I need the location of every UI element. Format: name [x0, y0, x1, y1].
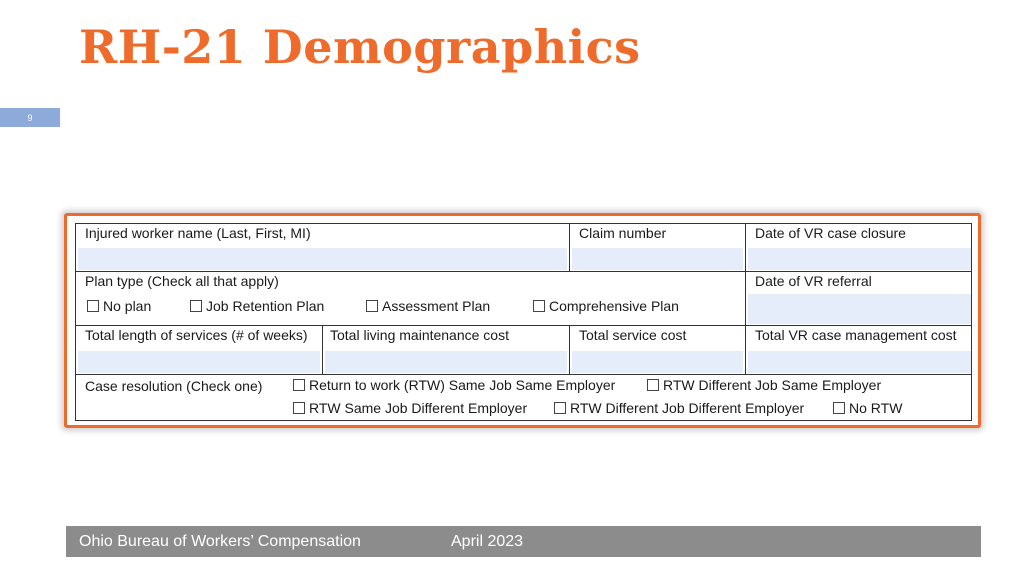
length-of-services-label: Total length of services (# of weeks) — [85, 327, 308, 343]
worker-name-label: Injured worker name (Last, First, MI) — [85, 225, 311, 241]
form-row-case-resolution — [76, 375, 971, 422]
case-mgmt-cost-cell — [746, 326, 973, 374]
referral-date-cell — [746, 272, 973, 325]
checkbox-icon[interactable] — [366, 300, 378, 312]
case-mgmt-cost-label: Total VR case management cost — [755, 327, 957, 343]
claim-number-cell — [570, 224, 746, 271]
resolution-option-rtw-different-job-different-employer[interactable]: RTW Different Job Different Employer — [554, 400, 804, 416]
plan-option-job-retention[interactable]: Job Retention Plan — [190, 298, 324, 314]
case-resolution-label: Case resolution (Check one) — [85, 378, 263, 394]
checkbox-icon[interactable] — [647, 379, 659, 391]
closure-date-label: Date of VR case closure — [755, 225, 906, 241]
referral-date-field[interactable] — [748, 294, 971, 324]
footer-organization: Ohio Bureau of Workers’ Compensation — [79, 533, 361, 550]
resolution-option-rtw-same-job-same-employer[interactable]: Return to work (RTW) Same Job Same Employer — [293, 377, 615, 393]
checkbox-icon[interactable] — [554, 402, 566, 414]
referral-date-label: Date of VR referral — [755, 273, 872, 289]
footer-date: April 2023 — [451, 533, 524, 550]
closure-date-cell — [746, 224, 973, 271]
form-row-costs — [76, 326, 971, 375]
living-cost-label: Total living maintenance cost — [330, 327, 509, 343]
checkbox-icon[interactable] — [293, 379, 305, 391]
plan-option-no-plan[interactable]: No plan — [87, 298, 151, 314]
footer-bar — [66, 526, 981, 557]
length-of-services-cell — [76, 326, 323, 374]
form-row-plan-type — [76, 272, 971, 326]
resolution-option-rtw-same-job-different-employer[interactable]: RTW Same Job Different Employer — [293, 400, 527, 416]
worker-name-cell — [76, 224, 570, 271]
slide-title: RH-21 Demographics — [79, 20, 641, 74]
rh21-form-section — [75, 223, 972, 421]
checkbox-icon[interactable] — [533, 300, 545, 312]
service-cost-field[interactable] — [572, 351, 743, 373]
checkbox-icon[interactable] — [190, 300, 202, 312]
checkbox-icon[interactable] — [87, 300, 99, 312]
case-resolution-cell — [76, 375, 973, 422]
resolution-option-rtw-different-job-same-employer[interactable]: RTW Different Job Same Employer — [647, 377, 881, 393]
plan-type-label: Plan type (Check all that apply) — [85, 273, 279, 289]
page-number-tab: 9 — [0, 108, 60, 127]
claim-number-label: Claim number — [579, 225, 667, 241]
checkbox-icon[interactable] — [833, 402, 845, 414]
plan-option-assessment[interactable]: Assessment Plan — [366, 298, 490, 314]
plan-option-comprehensive[interactable]: Comprehensive Plan — [533, 298, 679, 314]
living-cost-cell — [323, 326, 570, 374]
form-row-identification — [76, 224, 971, 272]
checkbox-icon[interactable] — [293, 402, 305, 414]
living-cost-field[interactable] — [325, 351, 567, 373]
length-of-services-field[interactable] — [78, 351, 320, 373]
closure-date-field[interactable] — [748, 248, 971, 270]
form-highlight-frame — [64, 213, 981, 428]
worker-name-field[interactable] — [78, 248, 567, 270]
claim-number-field[interactable] — [572, 248, 743, 270]
resolution-option-no-rtw[interactable]: No RTW — [833, 400, 902, 416]
plan-type-cell — [76, 272, 746, 325]
case-mgmt-cost-field[interactable] — [748, 351, 971, 373]
service-cost-cell — [570, 326, 746, 374]
service-cost-label: Total service cost — [579, 327, 687, 343]
